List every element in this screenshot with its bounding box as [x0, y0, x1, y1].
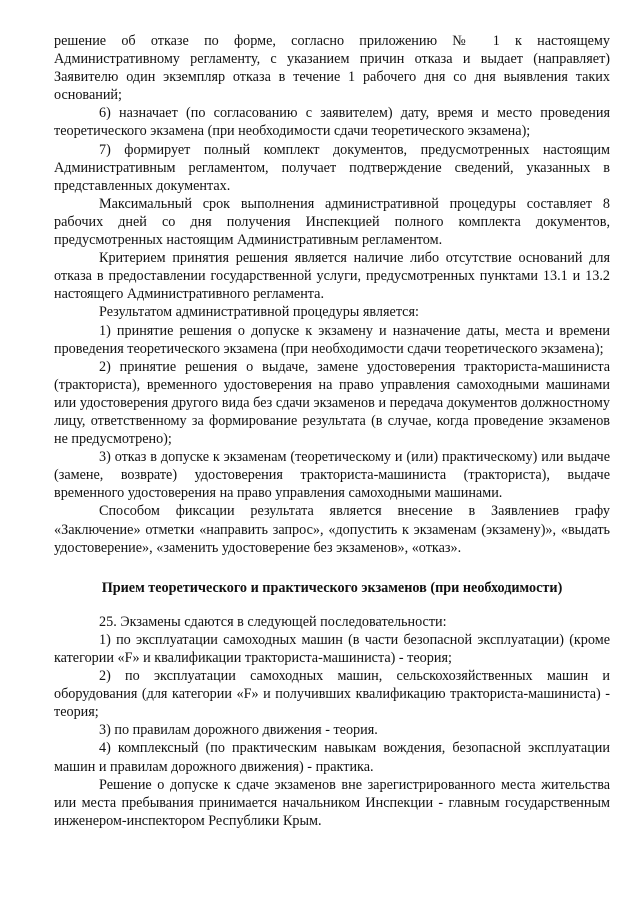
- paragraph: 7) формирует полный комплект документов, предусмотренных настоящим Административным регламентом, получает подтверждение сведений, указанных в представленных документах.: [54, 141, 610, 194]
- body-text-bottom: [54, 613, 610, 830]
- paragraph: Решение о допуске к сдаче экзаменов вне зарегистрированного места жительства или места пребывания принимается начальником Инспекции - главным государственным инженером-инспектором Республики Крым.: [54, 776, 610, 829]
- body-text-top: [54, 32, 610, 557]
- paragraph: решение об отказе по форме, согласно приложению № 1 к настоящему Административному регламенту, с указанием причин отказа и выдает (направляет) Заявителю один экземпляр отказа в течение 1 рабочего дня со дня выявления таких оснований;: [54, 33, 610, 104]
- paragraph: Критерием принятия решения является наличие либо отсутствие оснований для отказа в предоставлении государственной услуги, предусмотренных пунктами 13.1 и 13.2 настоящего Административного регламента.: [54, 250, 610, 303]
- paragraph: Способом фиксации результата является внесение в Заявлениев графу «Заключение» отметки «направить запрос», «допустить к экзаменам (экзамену)», «выдать удостоверение», «заменить удостоверение без экзаменов», «отказ».: [54, 503, 610, 556]
- paragraph: 2) по эксплуатации самоходных машин, сельскохозяйственных машин и оборудования (для категории «F» и получивших квалификацию тракториста-машиниста) - теория;: [54, 668, 610, 721]
- paragraph: 3) отказ в допуске к экзаменам (теоретическому и (или) практическому) или выдаче (замене, возврате) удостоверения тракториста-машиниста (тракториста), выдаче временного удостоверения на право управления самоходными машинами.: [54, 449, 610, 502]
- paragraph: 6) назначает (по согласованию с заявителем) дату, время и место проведения теоретического экзамена (при необходимости сдачи теоретического экзамена);: [54, 105, 610, 140]
- document-page: [54, 32, 610, 830]
- paragraph: 3) по правилам дорожного движения - теория.: [99, 722, 378, 739]
- section-heading: Прием теоретического и практического экзаменов (при необходимости): [101, 579, 563, 596]
- paragraph: Максимальный срок выполнения административной процедуры составляет 8 рабочих дней со дня получения Инспекцией полного комплекта документов, предусмотренных настоящим Административным регламентом.: [54, 195, 610, 249]
- paragraph: 1) по эксплуатации самоходных машин (в части безопасной эксплуатации) (кроме категории «F» и квалификации тракториста-машиниста) - теория;: [54, 631, 610, 666]
- paragraph: 1) принятие решения о допуске к экзамену и назначение даты, места и времени проведения теоретического экзамена (при необходимости сдачи теоретического экзамена);: [54, 322, 610, 357]
- paragraph: 25. Экзамены сдаются в следующей последовательности:: [99, 613, 447, 630]
- paragraph: 2) принятие решения о выдаче, замене удостоверения тракториста-машиниста (тракториста), временного удостоверения на право управления самоходными машинами или удостоверения другого вида без сдачи экзаменов и передача документов должностному лицу, ответственному за формирование результата (в случае, когда проведение экзаменов не предусмотрено);: [54, 358, 610, 448]
- paragraph: 4) комплексный (по практическим навыкам вождения, безопасной эксплуатации машин и правилам дорожного движения) - практика.: [54, 740, 610, 775]
- paragraph: Результатом административной процедуры является:: [99, 304, 419, 321]
